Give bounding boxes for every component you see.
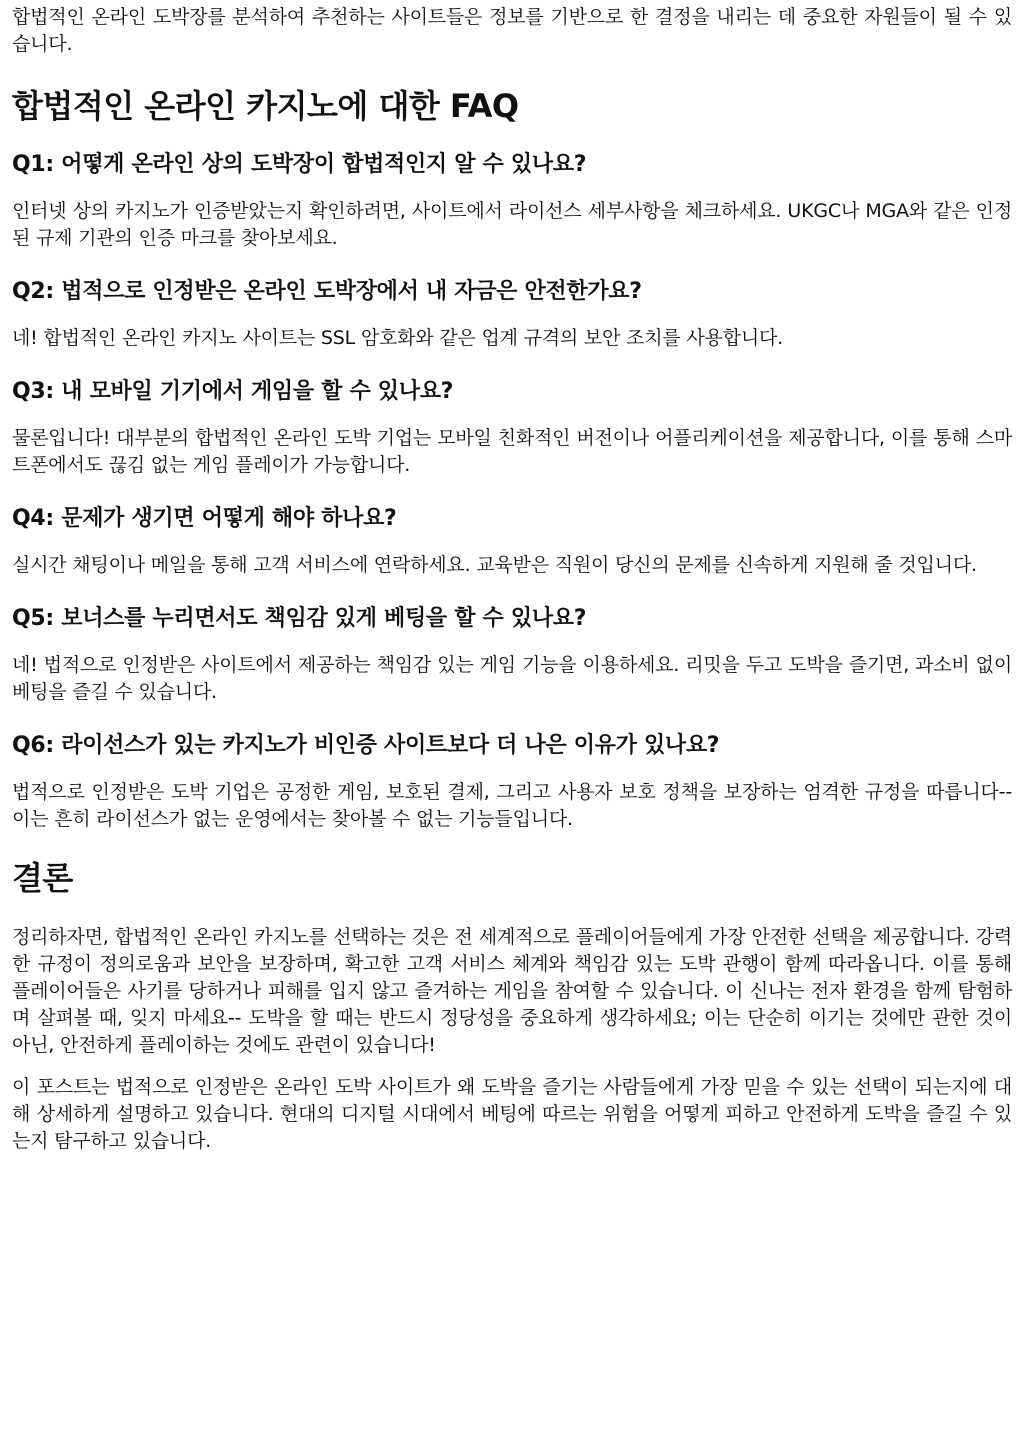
conclusion-paragraph: 이 포스트는 법적으로 인정받은 온라인 도박 사이트가 왜 도박을 즐기는 사람들에게 가장 믿을 수 있는 선택이 되는지에 대해 상세하게 설명하고 있습니다. 현대의 디지털 시대에서 베팅에 따르는 위험을 어떻게 피하고 안전하게 도박을 즐길 수 있는지 탐구하고 있습니다.	[12, 1076, 1012, 1152]
faq-item-1	[12, 150, 1012, 252]
faq-item-5	[12, 604, 1012, 706]
intro-paragraph: 합법적인 온라인 도박장를 분석하여 추천하는 사이트들은 정보를 기반으로 한 결정을 내리는 데 중요한 자원들이 될 수 있습니다.	[12, 6, 1012, 55]
faq-answer: 법적으로 인정받은 도박 기업은 공정한 게임, 보호된 결제, 그리고 사용자 보호 정책을 보장하는 엄격한 규정을 따릅니다-- 이는 흔히 라이선스가 없는 운영에서는 찾아볼 수 없는 기능들입니다.	[12, 781, 1012, 830]
faq-item-3	[12, 377, 1012, 479]
faq-question: Q5: 보너스를 누리면서도 책임감 있게 베팅을 할 수 있나요?	[12, 606, 587, 631]
faq-question: Q4: 문제가 생기면 어떻게 해야 하나요?	[12, 506, 397, 531]
faq-answer: 네! 법적으로 인정받은 사이트에서 제공하는 책임감 있는 게임 기능을 이용하세요. 리밋을 두고 도박을 즐기면, 과소비 없이 베팅을 즐길 수 있습니다.	[12, 654, 1012, 703]
faq-question: Q6: 라이선스가 있는 카지노가 비인증 사이트보다 더 나은 이유가 있나요?	[12, 733, 720, 758]
faq-question: Q1: 어떻게 온라인 상의 도박장이 합법적인지 알 수 있나요?	[12, 152, 587, 177]
faq-item-4	[12, 504, 1012, 579]
faq-answer: 실시간 채팅이나 메일을 통해 고객 서비스에 연락하세요. 교육받은 직원이 당신의 문제를 신속하게 지원해 줄 것입니다.	[12, 554, 977, 576]
faq-item-2	[12, 277, 1012, 352]
faq-heading: 합법적인 온라인 카지노에 대한 FAQ	[12, 87, 519, 125]
conclusion-section	[12, 924, 1012, 1155]
faq-answer: 네! 합법적인 온라인 카지노 사이트는 SSL 암호화와 같은 업계 규격의 보안 조치를 사용합니다.	[12, 327, 783, 349]
conclusion-heading: 결론	[12, 859, 73, 897]
faq-answer: 물론입니다! 대부분의 합법적인 온라인 도박 기업는 모바일 친화적인 버전이나 어플리케이션을 제공합니다, 이를 통해 스마트폰에서도 끊김 없는 게임 플레이가 가능합니다.	[12, 427, 1012, 476]
faq-item-6	[12, 731, 1012, 833]
conclusion-paragraph: 정리하자면, 합법적인 온라인 카지노를 선택하는 것은 전 세계적으로 플레이어들에게 가장 안전한 선택을 제공합니다. 강력한 규정이 정의로움과 보안을 보장하며, 확고한 고객 서비스 체계와 책임감 있는 도박 관행이 함께 따라옵니다. 이를 통해 플레이어들은 사기를 당하거나 피해를 입지 않고 즐겨하는 게임을 참여할 수 있습니다. 이 신나는 전자 환경을 함께 탐험하며 살펴볼 때, 잊지 마세요-- 도박을 할 때는 반드시 정당성을 중요하게 생각하세요; 이는 단순히 이기는 것에만 관한 것이 아닌, 안전하게 플레이하는 것에도 관련이 있습니다!	[12, 926, 1012, 1056]
faq-answer: 인터넷 상의 카지노가 인증받았는지 확인하려면, 사이트에서 라이선스 세부사항을 체크하세요. UKGC나 MGA와 같은 인정된 규제 기관의 인증 마크를 찾아보세요.	[12, 200, 1012, 249]
faq-question: Q2: 법적으로 인정받은 온라인 도박장에서 내 자금은 안전한가요?	[12, 279, 642, 304]
faq-question: Q3: 내 모바일 기기에서 게임을 할 수 있나요?	[12, 379, 454, 404]
